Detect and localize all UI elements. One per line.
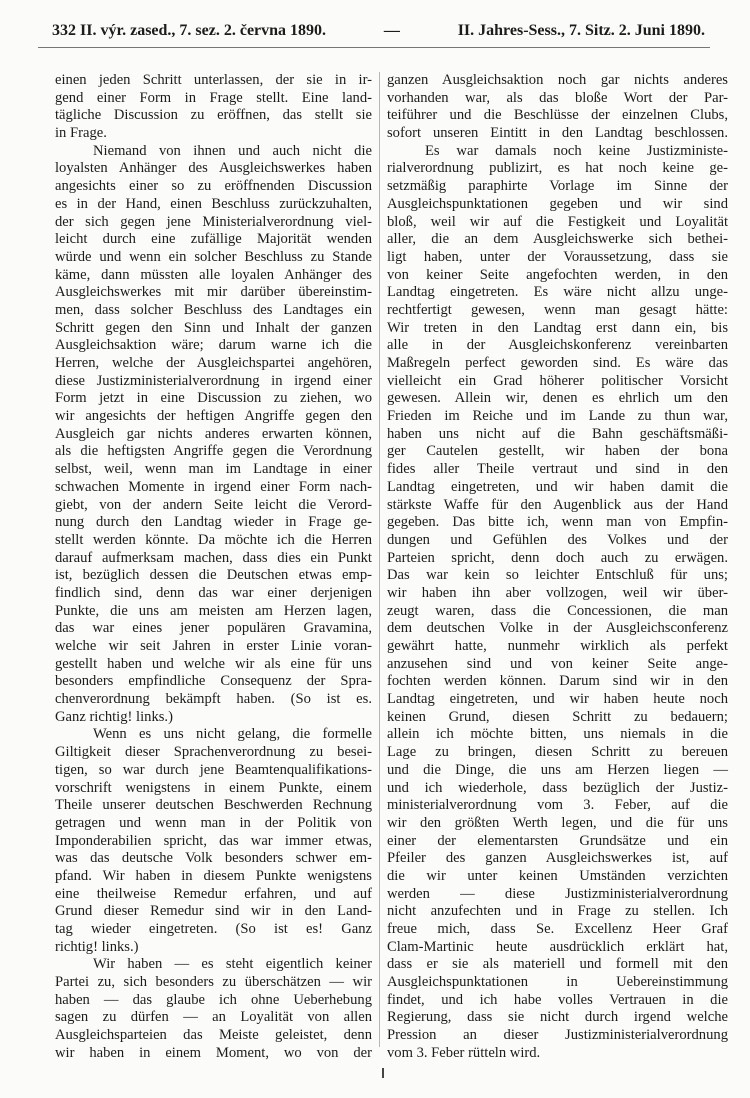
text-line: zeugt waren, dass die Concessionen, die man [387,602,728,619]
text-line: und ich wiederhole, dass bezüglich der Justiz- [387,779,728,796]
text-line: dem deutschen Volke in der Ausgleichsconferenz [387,620,728,637]
running-header [52,22,705,40]
text-line: Ausgleichsaktion wäre; darum warne ich die [55,337,372,354]
text-line: vom 3. Feber rütteln wird. [387,1044,541,1061]
text-line: gend einer Form in Frage stellt. Eine land- [55,89,372,106]
text-line: Parteien spricht, denn doch auch zu erwägen. [387,549,728,566]
header-separator: — [383,22,400,39]
text-line: das war eines jener populären Gravamina, [55,620,372,637]
text-line: tag wieder eingetreten. (So ist es! Ganz [55,921,372,937]
text-line: getragen und wenn man in der Politik von [55,814,372,831]
text-line: Landtag eingetreten, und wir haben heute noch [387,691,728,708]
text-line: von keiner Seite angefochten werden, in den [387,266,728,283]
text-line: dungen und Gefühlen des Volkes und der [387,531,728,548]
text-line: Grund dieser Remedur sind wir in den Land- [55,903,372,920]
text-line: selbst, weil, wenn man im Landtage in einer [55,461,372,478]
header-german: II. Jahres-Sess., 7. Sitz. 2. Juni 1890. [457,22,705,39]
text-line: als die heftigsten Angriffe gegen die Verordnung [55,443,372,460]
text-line: Regierung, dass sie nicht durch irgend welche [387,1009,728,1026]
text-line: wir den größten Werth legen, und die für uns [387,814,728,831]
text-line: einer der elementarsten Grundsätze und ein [387,832,728,849]
text-line: Es war damals noch keine Justizministe- [425,142,728,159]
text-line: Landtag eingetreten. Es wäre nicht allzu unge- [387,284,728,301]
text-line: Ganz richtig! links.) [55,708,173,725]
text-line: giebt, von der andern Seite leicht die Verord- [55,496,372,513]
text-line: Wenn es uns nicht gelang, die formelle [93,726,372,743]
text-line: aller, die an dem Ausgleichswerke sich bethei- [387,231,728,248]
text-line: Ausgleichspunktationen gegeben und wir sind [387,195,728,212]
text-line: Das war kein so leichter Entschluß für uns; [387,567,728,584]
text-line: rechtfertigt gewesen, wenn man gesagt hätte: [387,301,728,318]
text-line: Ausgleichswerkes mit mir darüber übereinstim- [55,284,372,301]
text-line: Ausgleich gar nichts anderes erwarten können, [55,425,372,442]
text-line: Wir treten in den Landtag erst dann ein, bis [387,319,728,336]
text-line: Ausgleichspunktationen in Uebereinstimmung [387,974,728,991]
text-line: sagen zu dürfen — an Loyalität von allen [55,1009,372,1026]
text-line: rialverordnung publizirt, es hat noch keine ge- [387,160,728,177]
column-divider [379,72,380,1047]
text-line: besonders empfindliche Consequenz der Spra- [55,673,372,690]
text-line: Pression an dieser Justizministerialverordnung [387,1027,728,1044]
text-line: Schritt gegen den Sinn und Inhalt der ganzen [55,319,372,336]
text-line: tägliche Discussion zu eröffnen, das stellt sie [55,107,372,124]
text-line: gewesen. Allein wir, denen es ehrlich um den [387,390,728,407]
text-line: angesichts einer so zu eröffnenden Discussion [55,178,372,195]
text-line: haben — das glaube ich ohne Ueberhebung [55,991,372,1008]
text-line: darauf aufmerksam machen, dass dies ein Punkt [55,549,372,566]
text-line: vorschrift wenigstens in einem Punkte, einem [55,779,372,796]
text-line: wir haben ihn aber vollzogen, weil wir über- [387,584,728,601]
text-line: gegeben. Das bitte ich, wenn man von Empfin- [387,514,728,531]
text-line: loyalsten Anhänger des Ausgleichswerkes haben [55,160,372,177]
text-line: bloß, weil wir auf die Festigkeit und Loyalität [387,213,728,230]
text-line: findlich sind, denn das war einer derjenigen [55,584,372,601]
text-line: Niemand von ihnen und auch nicht die [93,142,372,159]
text-line: welche wir seit Jahren in erster Linie voran- [55,638,372,654]
text-line: die wir unter keinen Umständen verzichten [387,867,728,884]
right-column [387,72,728,1063]
text-line: ministerialverordnung vom 3. Feber, auf die [387,797,728,814]
text-line: Punkte, die uns am meisten am Herzen lagen, [55,602,372,619]
text-line: wir haben in einem Moment, wo von der [55,1044,372,1061]
text-line: gewährt hatte, nunmehr wirklich als perfekt [387,638,728,654]
text-line: käme, dann müssten alle loyalen Anhänger des [55,266,372,283]
text-line: teiführer und die Beschlüsse der einzelnen Clubs, [387,107,728,124]
header-rule [38,47,710,48]
text-line: Pfeiler des ganzen Ausgleichswerkes ist, auf [387,850,728,867]
header-czech: 332 II. výr. zased., 7. sez. 2. června 1890. [52,22,327,39]
text-line: vielleicht ein Grad höherer politischer Vorsicht [387,372,728,389]
text-line: findet, und ich habe volles Vertrauen in die [387,991,728,1008]
text-line: Maßregeln perfect geworden sind. Es wäre das [387,355,728,371]
text-line: Wir haben — es steht eigentlich keiner [93,956,372,973]
text-line: Herren, welche der Ausgleichspartei angehören, [55,355,372,371]
text-line: ligt haben, unter der Voraussetzung, dass sie [387,248,728,265]
text-line: ger Cautelen gestellt, wir haben der bona [387,443,728,460]
text-line: freue mich, dass Se. Excellenz Heer Graf [387,921,728,937]
text-line: schwachen Momente in irgend einer Form nach- [55,478,372,495]
text-line: pfand. Wir haben in diesem Punkte wenigstens [55,867,372,884]
text-line: leicht durch eine zufällige Majorität wenden [55,231,372,248]
text-line: haben uns nicht auf die Bahn geschäftsmäßi- [387,425,728,442]
text-line: setzmäßig paraphirte Vorlage im Sinne der [387,178,728,195]
text-line: nung durch den Landtag wieder in Frage ge- [55,514,372,531]
text-line: in Frage. [55,125,107,142]
text-line: tigen, so war durch jene Beamtenqualifikations- [55,761,372,778]
text-line: Clam-Martinic heute ausdrücklich erklärt hat, [387,938,728,955]
text-line: einen jeden Schritt unterlassen, der sie in ir- [55,72,372,88]
text-line: fides aller Theile vertraut und sind in den [387,461,728,478]
text-line: der sich gegen jene Ministerialverordnung viel- [55,213,372,230]
text-line: diese Justizministerialverordnung in irgend einer [55,372,372,389]
text-line: nicht anzufechten und in Frage zu stellen. Ich [387,903,728,920]
text-line: ganzen Ausgleichsaktion noch gar nichts anderes [387,72,728,88]
text-line: alle in der Ausgleichskonferenz vereinbarten [387,337,728,354]
text-line: wir angesichts der heftigen Angriffe gegen den [55,408,372,425]
text-line: Giltigkeit dieser Sprachenverordnung zu besei- [55,744,372,761]
text-line: chenverordnung bekämpft haben. (So ist es. [55,691,372,708]
text-line: ist, bezüglich dessen die Deutschen etwas emp- [55,567,372,584]
text-line: stellt werden könnte. Da möchte ich die Herren [55,531,372,548]
text-line: richtig! links.) [55,938,139,955]
text-line: Theile unserer deutschen Beschwerden Rechnung [55,797,372,814]
text-line: und die Dinge, die uns am Herzen liegen — [387,761,728,778]
text-line: würde und wenn ein solcher Beschluss zu Stande [55,248,372,265]
text-line: Imponderabilien spricht, das war immer etwas, [55,832,372,849]
text-line: es in der Hand, einen Beschluss zurückzuhalten, [55,195,372,212]
text-line: sofort unseren Eintitt in den Landtag beschlossen. [387,125,728,142]
text-line: allein ich möchte bitten, uns niemals in die [387,726,728,743]
text-line: vorhanden war, als das bloße Wort der Par- [387,89,728,106]
text-line: Form jetzt in eine Discussion zu ziehen, wo [55,390,372,407]
text-line: fochten werden können. Darum sind wir in den [387,673,728,690]
text-line: Lage zu bringen, diesen Schritt zu bereuen [387,744,728,761]
left-column [55,72,372,1063]
text-line: stärkste Waffe für den Augenblick aus der Hand [387,496,728,513]
text-line: Frieden im Reiche und im Lande zu thun war, [387,408,728,425]
text-line: keinen Grund, diesen Schritt zu bedauern; [387,708,728,725]
text-line: men, dass solcher Beschluss des Landtages ein [55,301,372,318]
text-line: werden — diese Justizministerialverordnung [387,885,728,902]
text-line: anzusehen sind und von keiner Seite ange- [387,655,728,672]
text-line: Partei zu, sich besonders zu überschätzen — wir [55,974,372,991]
page-mark [382,1068,384,1078]
text-line: eine theilweise Remedur erfahren, und auf [55,885,372,902]
text-line: dass er sie als materiell und formell mit den [387,956,728,973]
text-line: was das deutsche Volk besonders schwer em- [55,850,372,867]
text-line: Landtag eingetreten, und wir haben damit die [387,478,728,495]
text-line: gestellt haben und welche wir als eine für uns [55,655,372,672]
text-line: Ausgleichsparteien das Meiste geleistet, denn [55,1027,372,1044]
